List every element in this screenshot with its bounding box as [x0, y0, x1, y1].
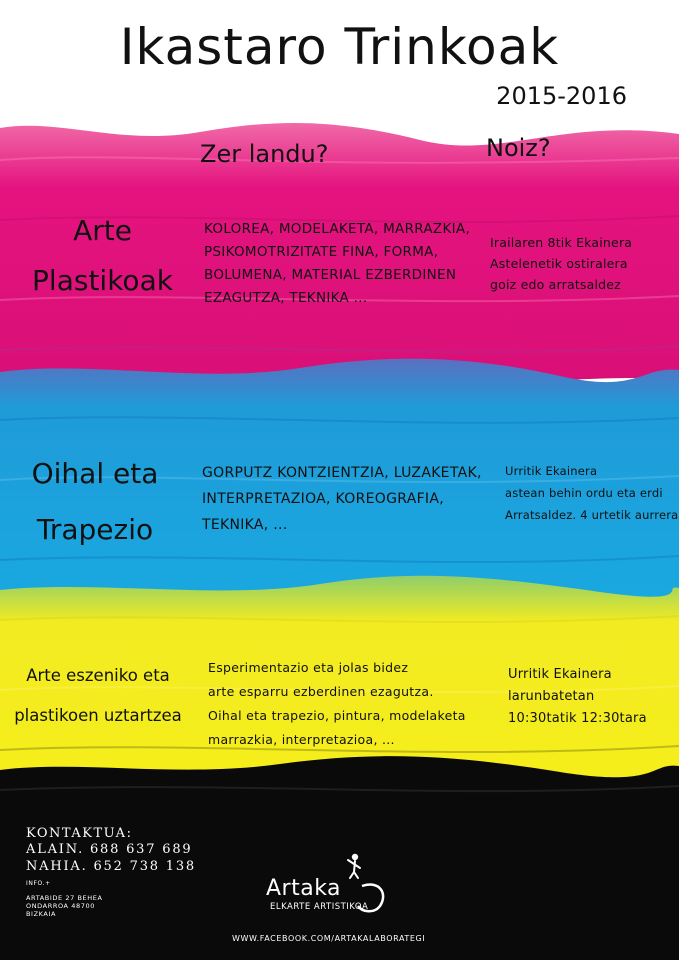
section-schedule-arte-plastikoak: Irailaren 8tik Ekainera Astelenetik ostiralera goiz edo arratsaldez — [490, 235, 633, 292]
website-link[interactable]: WWW.FACEBOOK.COM/ARTAKALABORATEGI — [232, 934, 426, 943]
logo-name: Artaka — [266, 876, 342, 901]
section-title-arte-eszeniko: Arte eszeniko eta plastikoen uztartzea — [14, 666, 182, 725]
contact-block — [26, 826, 196, 875]
section-schedule-arte-eszeniko: Urritik Ekainera larunbatetan 10:30tatik 12:30tara — [508, 667, 647, 726]
column-header-what: Zer landu? — [200, 140, 329, 168]
section-description-oihal-trapezio: GORPUTZ KONTZIENTZIA, LUZAKETAK, INTERPRETAZIOA, KOREOGRAFIA, TEKNIKA, ... — [202, 465, 482, 533]
section-title-oihal-trapezio: Oihal eta Trapezio — [31, 457, 159, 546]
contact-phone-nahia: NAHIA. 652 738 138 — [26, 859, 196, 874]
info-label: INFO.+ — [26, 880, 51, 887]
poster-title: Ikastaro Trinkoak — [119, 18, 560, 76]
column-header-when: Noiz? — [486, 134, 551, 162]
section-schedule-oihal-trapezio: Urritik Ekainera astean behin ordu eta erdi Arratsaldez. 4 urtetik aurrera — [505, 464, 679, 522]
poster-years: 2015-2016 — [496, 82, 627, 110]
section-description-arte-eszeniko: Esperimentazio eta jolas bidez arte esparru ezberdinen ezagutza. Oihal eta trapezio, pintura, modelaketa marrazkia, interpretazioa, ... — [208, 660, 466, 747]
artaka-logo — [262, 850, 392, 920]
contact-phone-alain: ALAIN. 688 637 689 — [26, 842, 193, 857]
logo-subtitle: ELKARTE ARTISTIKOA — [270, 902, 369, 912]
contact-label: KONTAKTUA: — [26, 826, 133, 841]
section-title-arte-plastikoak: Arte Plastikoak — [32, 214, 173, 297]
section-description-arte-plastikoak: KOLOREA, MODELAKETA, MARRAZKIA, PSIKOMOTRIZITATE FINA, FORMA, BOLUMENA, MATERIAL EZBERDINEN EZAGUTZA, TEKNIKA ... — [204, 221, 471, 306]
address-block: ARTABIDE 27 BEHEA ONDARROA 48700 BIZKAIA — [26, 894, 103, 918]
